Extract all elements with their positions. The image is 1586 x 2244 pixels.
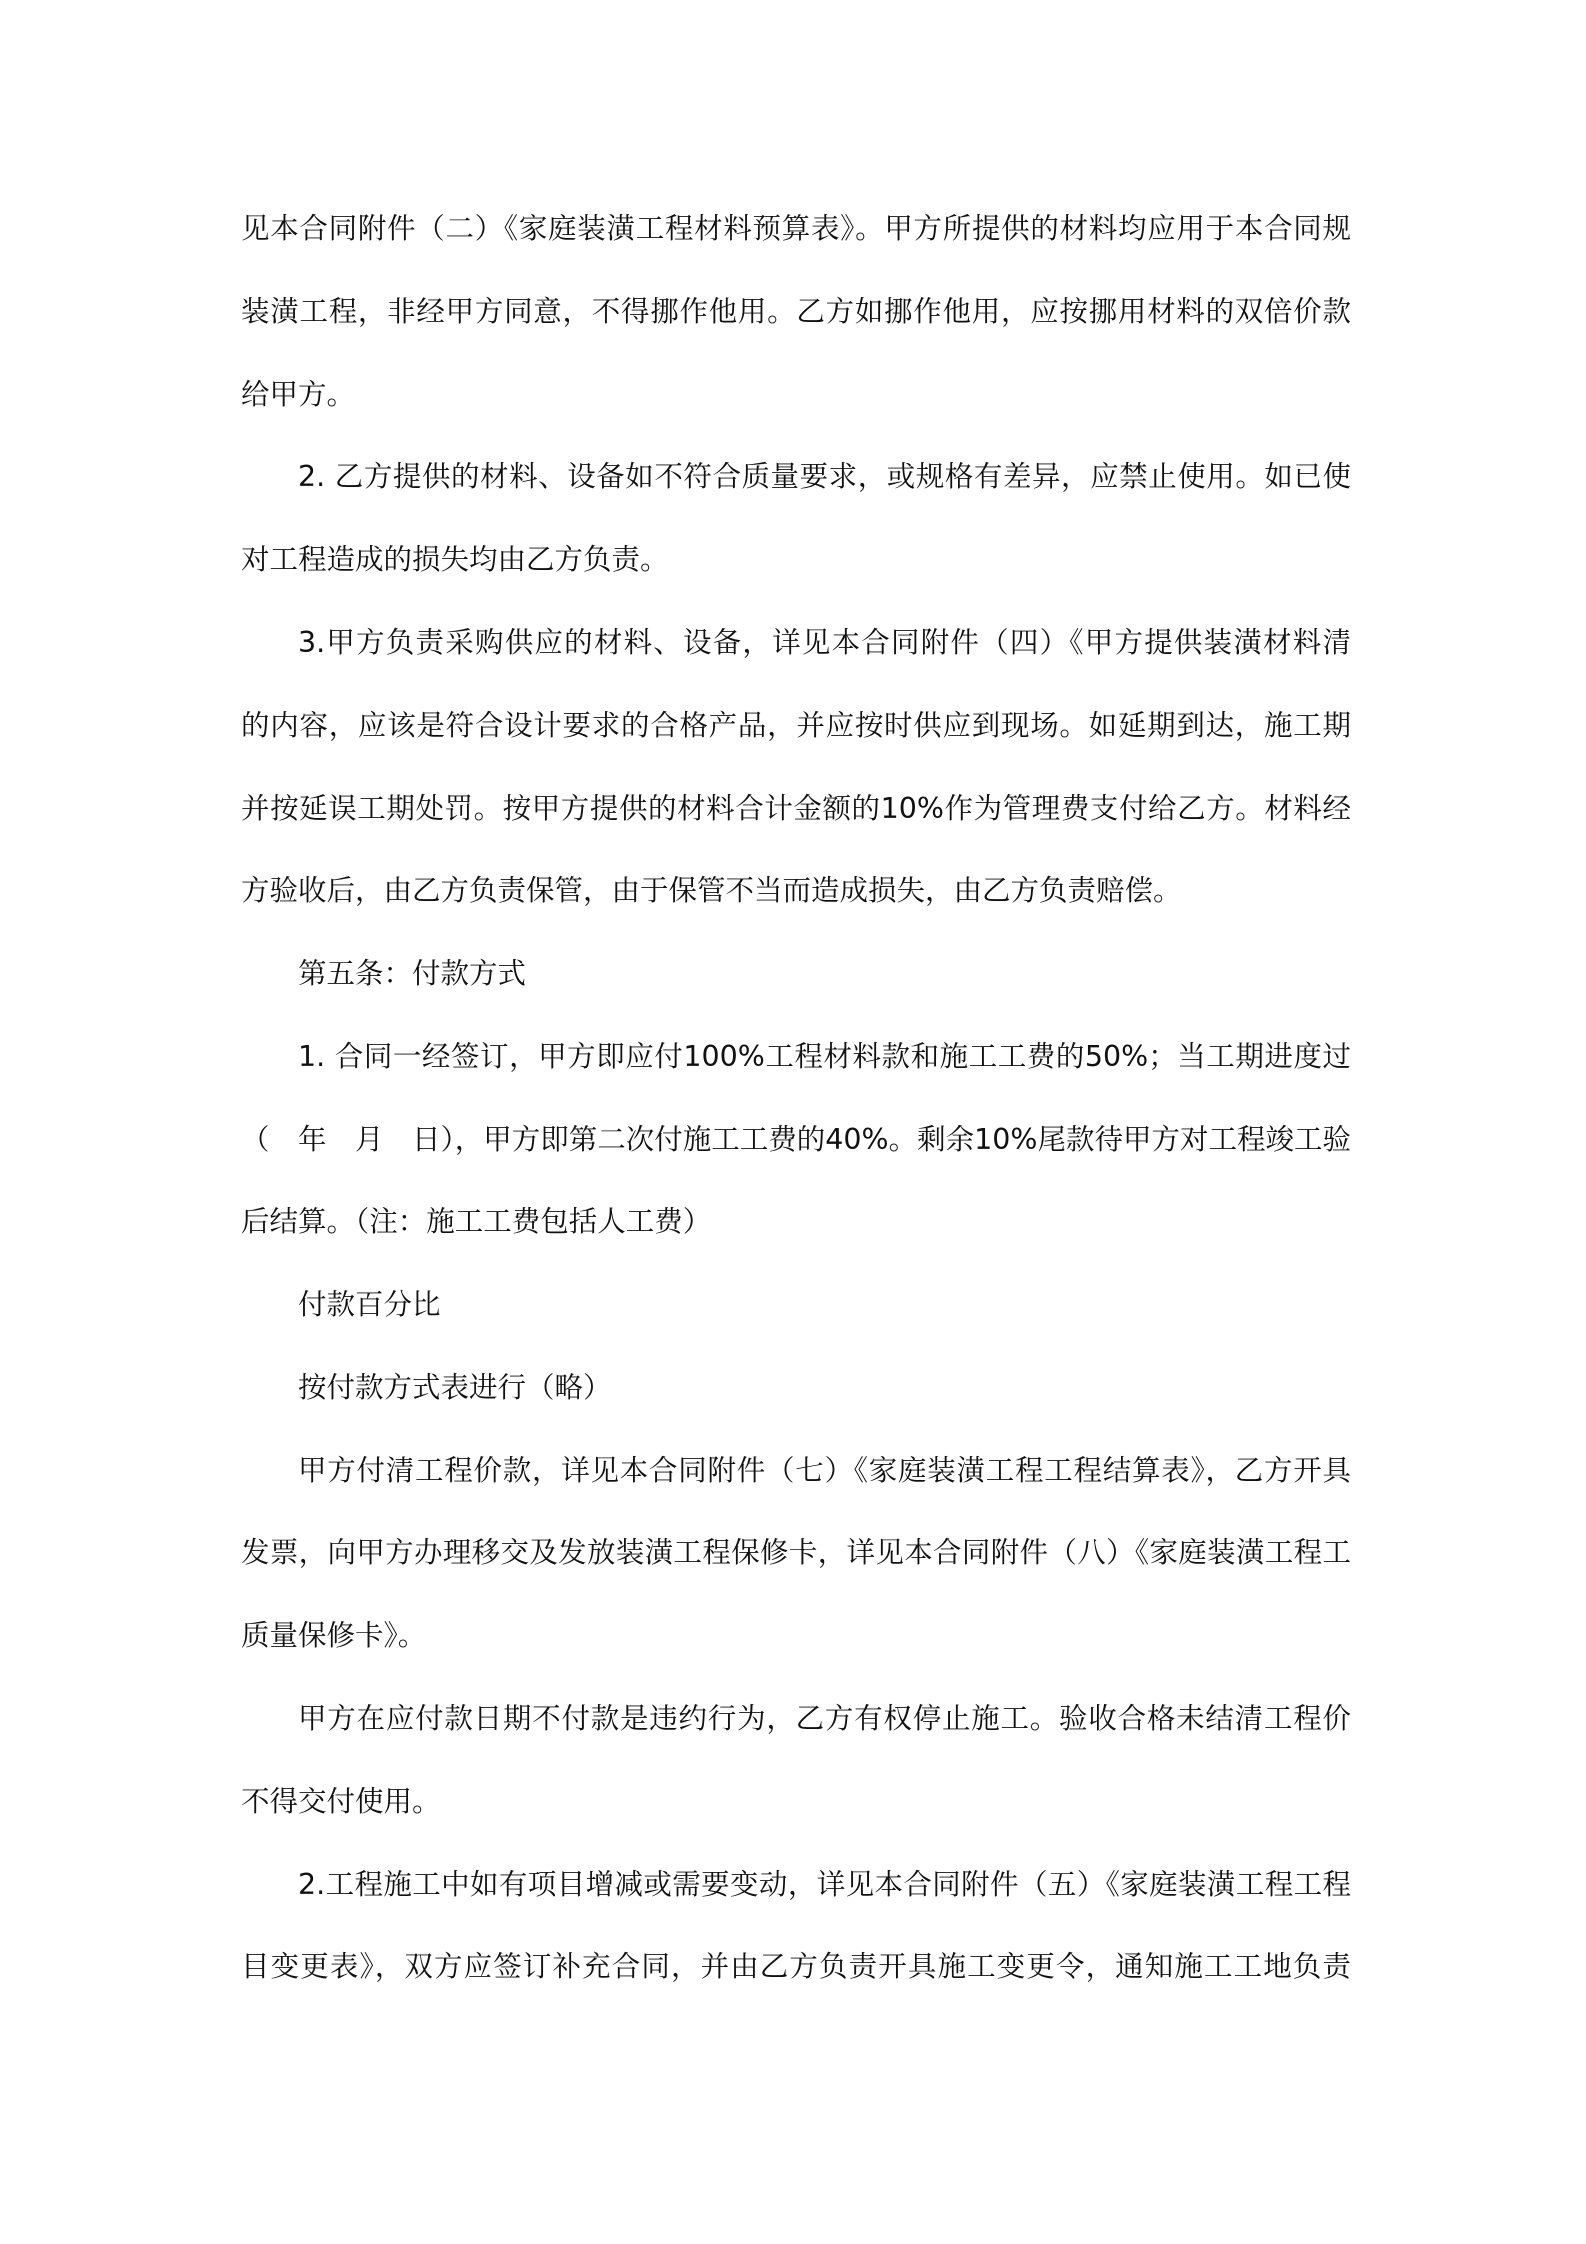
text-line: 2. 乙方提供的材料、设备如不符合质量要求，或规格有差异，应禁止使用。如已使 [298,460,1351,493]
text-line: 发票，向甲方办理移交及发放装潢工程保修卡，详见本合同附件（八）《家庭装潢工程工 [241,1536,1351,1569]
text-line: 1. 合同一经签订，甲方即应付100%工程材料款和施工工费的50%；当工期进度过 [298,1040,1351,1073]
text-line: 装潢工程，非经甲方同意，不得挪作他用。乙方如挪作他用，应按挪用材料的双倍价款 [241,295,1351,328]
text-line: 按付款方式表进行（略） [298,1371,612,1404]
text-line: 并按延误工期处罚。按甲方提供的材料合计金额的10%作为管理费支付给乙方。材料经 [241,792,1351,825]
text-line: 后结算。（注：施工工费包括人工费） [241,1205,712,1238]
text-line: 对工程造成的损失均由乙方负责。 [241,543,669,576]
text-line: 目变更表》，双方应签订补充合同，并由乙方负责开具施工变更令，通知施工工地负责 [241,1950,1351,1983]
text-line: 3.甲方负责采购供应的材料、设备，详见本合同附件（四）《甲方提供装潢材料清 [298,626,1351,659]
text-line: 2.工程施工中如有项目增减或需要变动，详见本合同附件（五）《家庭装潢工程工程 [298,1868,1351,1901]
text-line: 的内容，应该是符合设计要求的合格产品，并应按时供应到现场。如延期到达，施工期 [241,709,1351,742]
text-line: 方验收后，由乙方负责保管，由于保管不当而造成损失，由乙方负责赔偿。 [241,874,1182,907]
text-line: 给甲方。 [241,378,356,411]
text-line: 质量保修卡》。 [241,1619,427,1652]
text-line: 见本合同附件（二）《家庭装潢工程材料预算表》。甲方所提供的材料均应用于本合同规 [241,212,1351,245]
section-heading: 第五条：付款方式 [298,957,527,990]
text-line: 甲方在应付款日期不付款是违约行为，乙方有权停止施工。验收合格未结清工程价 [298,1702,1351,1735]
text-line: 付款百分比 [298,1288,441,1321]
text-line: （ 年 月 日），甲方即第二次付施工工费的40%。剩余10%尾款待甲方对工程竣工验 [241,1123,1351,1156]
text-line: 不得交付使用。 [241,1785,441,1818]
text-line: 甲方付清工程价款，详见本合同附件（七）《家庭装潢工程工程结算表》，乙方开具 [298,1454,1351,1487]
